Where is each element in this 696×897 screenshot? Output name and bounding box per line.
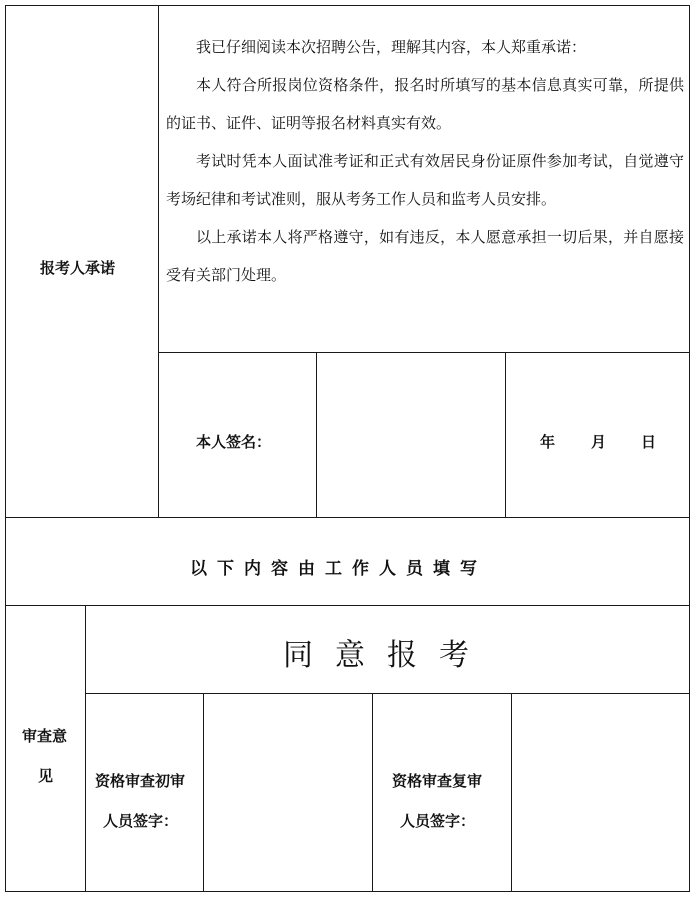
review-divider-2 (372, 693, 373, 892)
date-year-label: 年 (540, 433, 556, 451)
initial-review-label-line1: 资格审查初审 (95, 772, 186, 790)
recheck-review-label-line2: 人员签字： (400, 812, 476, 830)
signature-label: 本人签名： (196, 433, 272, 451)
review-label-line1: 审查意 (22, 727, 68, 745)
decision-bottom (85, 693, 690, 694)
commitment-text-bottom (158, 352, 690, 353)
staff-header-bottom (5, 605, 690, 606)
commitment-label: 报考人承诺 (40, 259, 116, 277)
review-label-divider (85, 605, 86, 892)
commitment-label-divider (158, 5, 159, 518)
table-border-bottom (5, 891, 690, 892)
date-day-label: 日 (641, 433, 657, 451)
commitment-paragraph-4: 以上承诺本人将严格遵守，如有违反，本人愿意承担一切后果，并自愿接受有关部门处理。 (166, 228, 684, 284)
commitment-paragraph-1: 我已仔细阅读本次招聘公告，理解其内容，本人郑重承诺： (196, 38, 587, 56)
signature-divider-2 (505, 352, 506, 518)
review-label-line2: 见 (38, 767, 54, 785)
staff-fill-header: 以下内容由工作人员填写 (190, 559, 487, 579)
table-border-top (5, 5, 690, 6)
table-border-left (5, 5, 6, 892)
commitment-text (166, 28, 684, 294)
commitment-section-bottom (5, 517, 690, 518)
initial-review-label-line2: 人员签字： (103, 812, 179, 830)
signature-divider-1 (316, 352, 317, 518)
review-decision: 同意报考 (283, 638, 491, 673)
commitment-paragraph-2: 本人符合所报岗位资格条件，报名时所填写的基本信息真实可靠，所提供的证书、证件、证明等报名材料真实有效。 (166, 76, 684, 132)
recheck-review-label-line1: 资格审查复审 (392, 772, 483, 790)
table-border-right (689, 5, 690, 892)
date-month-label: 月 (591, 433, 607, 451)
review-divider-3 (511, 693, 512, 892)
commitment-paragraph-3: 考试时凭本人面试准考证和正式有效居民身份证原件参加考试，自觉遵守考场纪律和考试准则，服从考务工作人员和监考人员安排。 (166, 152, 684, 208)
review-divider-1 (203, 693, 204, 892)
